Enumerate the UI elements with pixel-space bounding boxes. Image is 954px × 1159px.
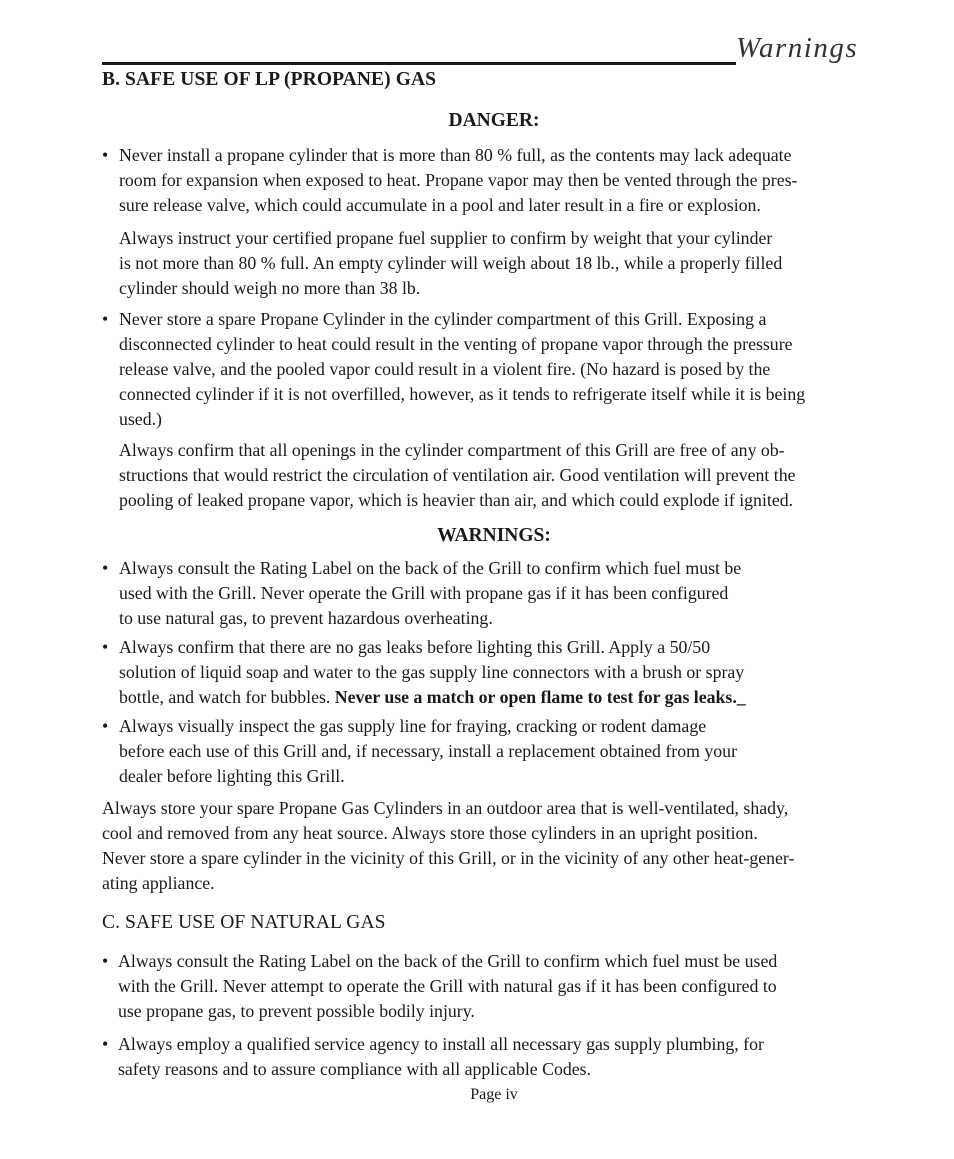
page-title: Warnings — [736, 32, 859, 64]
bullet-icon: • — [102, 145, 109, 165]
bullet-icon: • — [102, 1034, 109, 1054]
bullet-icon: • — [102, 716, 109, 736]
warning-item-plain-text: Always confirm that there are no gas leaks before lighting this Grill. Apply a 50/50 solution of liquid soap and water to the gas supply line connectors with a brush or spray bottle, and watch for bubbles. — [119, 637, 745, 707]
bullet-icon: • — [102, 637, 109, 657]
warning-item-text: Always consult the Rating Label on the back of the Grill to confirm which fuel must be used with the Grill. Never operate the Grill with propane gas if it has been configured to use natural gas, to prevent hazardous overheating. — [119, 558, 742, 628]
header-rule — [102, 62, 736, 65]
warning-item-text: Always visually inspect the gas supply line for fraying, cracking or rodent damage before each use of this Grill and, if necessary, install a replacement obtained from your dealer before lighting this Grill. — [119, 716, 737, 786]
danger-item-note: Always instruct your certified propane fuel supplier to confirm by weight that your cylinder is not more than 80 % full. An empty cylinder will weigh about 18 lb., while a properly filled cylinder should weigh no more than 38 lb. — [119, 228, 783, 298]
bullet-icon: • — [102, 309, 109, 329]
storage-paragraph: Always store your spare Propane Gas Cylinders in an outdoor area that is well-ventilated, shady, cool and removed from any heat source. Always store those cylinders in an upright position. Never store a spare cylinder in the vicinity of this Grill, or in the vicinity of any other heat-gener- ating appliance. — [102, 798, 795, 893]
warnings-heading: WARNINGS: — [437, 525, 551, 546]
warning-item-bold-text: Never use a match or open flame to test for gas leaks._ — [334, 687, 746, 707]
natural-gas-item-text: Always employ a qualified service agency to install all necessary gas supply plumbing, for safety reasons and to assure compliance with all applicable Codes. — [118, 1034, 764, 1079]
danger-item-text: Never store a spare Propane Cylinder in the cylinder compartment of this Grill. Exposing a disconnected cylinder to heat could result in the venting of propane vapor through the pressure release valve, and the pooled vapor could result in a violent fire. (No hazard is posed by the connected cylinder if it is not overfilled, however, as it tends to refrigerate itself while it is being used.) — [119, 309, 806, 429]
section-b-heading: B. SAFE USE OF LP (PROPANE) GAS — [102, 69, 437, 90]
danger-item-note: Always confirm that all openings in the cylinder compartment of this Grill are free of any ob- structions that would restrict the circulation of ventilation air. Good ventilation will prevent the pooling of leaked propane vapor, which is heavier than air, and which could explode if ignited. — [119, 440, 796, 510]
danger-item-text: Never install a propane cylinder that is more than 80 % full, as the contents may lack adequate room for expansion when exposed to heat. Propane vapor may then be vented through the pres- sure release valve, which could accumulate in a pool and later result in a fire or explosion. — [119, 145, 798, 215]
danger-heading: DANGER: — [448, 110, 540, 131]
section-c-heading: C. SAFE USE OF NATURAL GAS — [102, 912, 386, 933]
warning-item-text — [119, 635, 909, 710]
page-number: Page iv — [470, 1086, 518, 1103]
natural-gas-item-text: Always consult the Rating Label on the back of the Grill to confirm which fuel must be used with the Grill. Never attempt to operate the Grill with natural gas if it has been configured to use propane gas, to prevent possible bodily injury. — [118, 951, 778, 1021]
bullet-icon: • — [102, 951, 109, 971]
bullet-icon: • — [102, 558, 109, 578]
